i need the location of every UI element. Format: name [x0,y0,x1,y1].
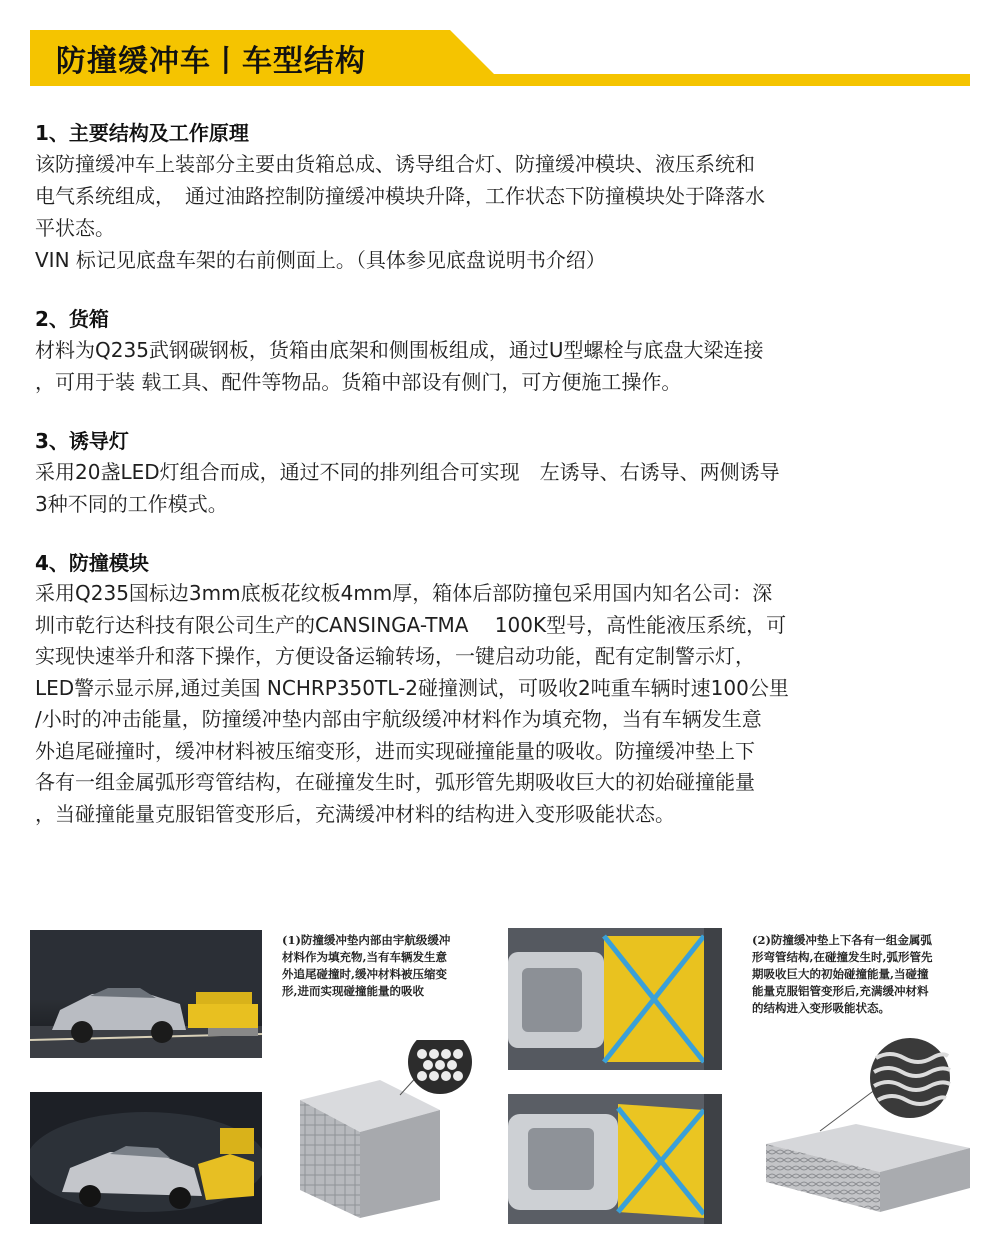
crash-test-photo-before [30,930,262,1058]
paragraph-line: 各有一组金属弧形弯管结构，在碰撞发生时，弧形管先期吸收巨大的初始碰撞能量 [35,770,755,794]
caption-line: 能量克服铝管变形后,充满缓冲材料 [752,984,929,998]
section-structure [35,118,970,276]
page-title: 防撞缓冲车丨车型结构 [56,44,366,79]
caption-line: 形弯管结构,在碰撞发生时,弧形管先 [752,950,933,964]
paragraph-line: 材料为Q235武钢碳钢板，货箱由底架和侧围板组成，通过U型螺栓与底盘大梁连接 [35,338,764,362]
caption-line: 外追尾碰撞时,缓冲材料被压缩变 [282,967,448,981]
caption-line: 的结构进入变形吸能状态。 [752,1001,890,1015]
aluminum-tube-block-illustration [760,1036,975,1221]
figure-caption-left [282,932,450,1000]
crash-test-photo-after [30,1092,262,1224]
honeycomb-cube-illustration [290,1040,480,1225]
paragraph-line: 电气系统组成， 通过油路控制防撞缓冲模块升降，工作状态下防撞模块处于降落水 [35,184,765,208]
paragraph-line: ，当碰撞能量克服铝管变形后，充满缓冲材料的结构进入变形吸能状态。 [35,801,675,826]
caption-line: 期吸收巨大的初始碰撞能量,当碰撞 [752,967,929,981]
paragraph-line: LED警示显示屏,通过美国 NCHRP350TL-2碰撞测试，可吸收2吨重车辆时速100公里 [35,675,789,700]
paragraph-line: 外追尾碰撞时，缓冲材料被压缩变形，进而实现碰撞能量的吸收。防撞缓冲垫上下 [35,738,755,763]
honeycomb-material-icon [290,1040,480,1225]
section-crash-module [35,548,970,830]
paragraph-line: 圳市乾行达科技有限公司生产的CANSINGA-TMA 100K型号，高性能液压系统，可 [35,612,787,637]
section-heading: 4、防撞模块 [35,551,149,575]
paragraph-line: 采用Q235国标边3mm底板花纹板4mm厚，箱体后部防撞包采用国内知名公司：深 [35,581,773,605]
top-view-crash-illustration [508,1094,722,1224]
paragraph-line: 采用20盏LED灯组合而成，通过不同的排列组合可实现 左诱导、右诱导、两侧诱导 [35,460,780,484]
paragraph-line: /小时的冲击能量，防撞缓冲垫内部由宇航级缓冲材料作为填充物，当有车辆发生意 [35,707,762,731]
figure-caption-right [752,932,933,1017]
section-guide-light [35,426,970,520]
car-crumpled-illustration [30,1092,262,1224]
tube-structure-icon [760,1036,975,1221]
section-heading: 3、诱导灯 [35,429,129,453]
top-view-photo-before [508,928,722,1070]
section-heading: 2、货箱 [35,307,109,331]
section-header [30,30,970,86]
car-impact-illustration [30,930,262,1058]
paragraph-line: 平状态。 [35,216,115,240]
top-view-car-illustration [508,928,722,1070]
top-view-photo-after [508,1094,722,1224]
caption-line: (2)防撞缓冲垫上下各有一组金属弧 [752,933,932,947]
paragraph-line: ，可用于装 载工具、配件等物品。货箱中部设有侧门，可方便施工操作。 [35,370,682,394]
paragraph-line: 3种不同的工作模式。 [35,492,228,516]
section-heading: 1、主要结构及工作原理 [35,121,249,145]
paragraph-line: 实现快速举升和落下操作，方便设备运输转场，一键启动功能，配有定制警示灯， [35,644,755,668]
caption-line: (1)防撞缓冲垫内部由宇航级缓冲 [282,933,451,947]
paragraph-line: VIN 标记见底盘车架的右前侧面上。（具体参见底盘说明书介绍） [35,248,606,272]
content-body [35,118,970,858]
caption-line: 形,进而实现碰撞能量的吸收 [282,984,425,998]
paragraph-line: 该防撞缓冲车上装部分主要由货箱总成、诱导组合灯、防撞缓冲模块、液压系统和 [35,152,755,176]
caption-line: 材料作为填充物,当有车辆发生意 [282,950,448,964]
section-cargo-box [35,304,970,398]
